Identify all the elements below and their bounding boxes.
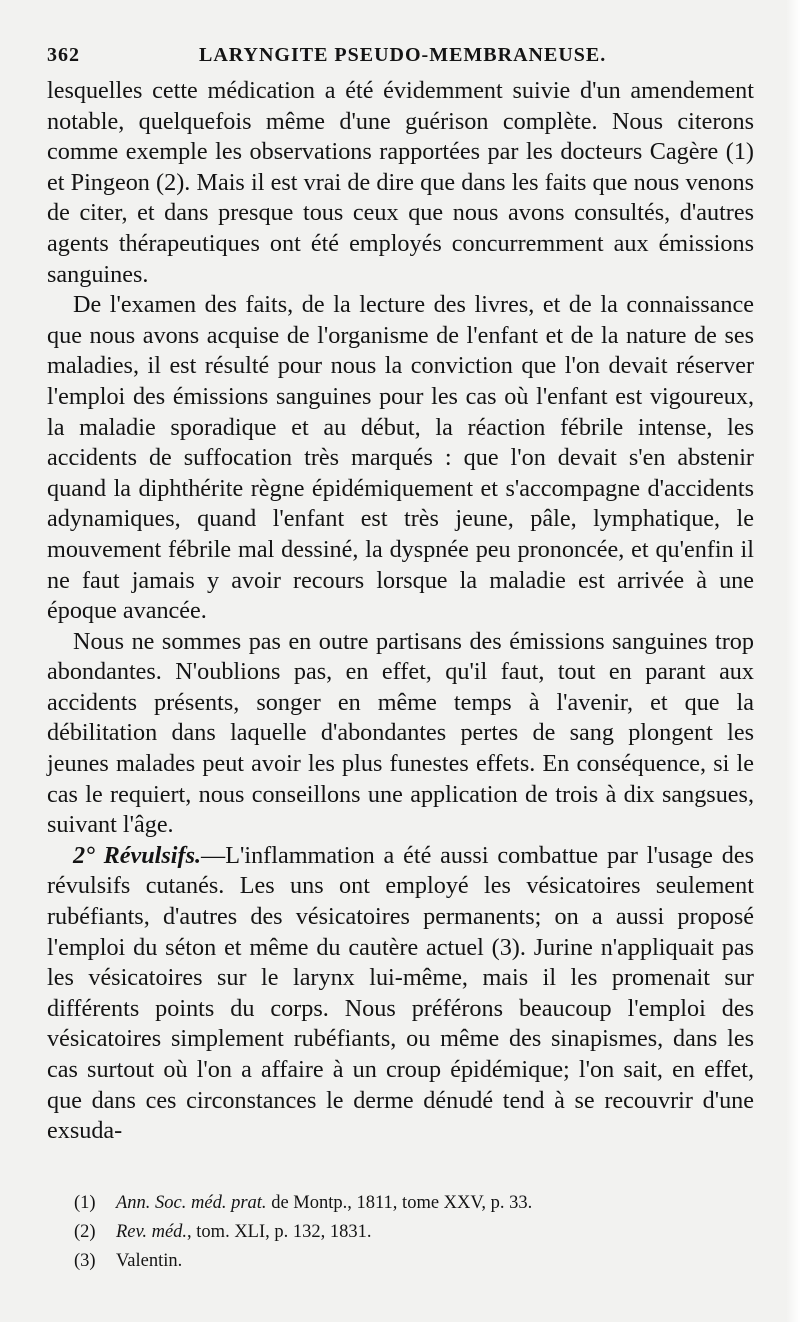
footnote-text: de Montp., 1811, tome XXV, p. 33. — [266, 1192, 533, 1213]
paragraph-3: Nous ne sommes pas en outre partisans des émissions sanguines trop abondantes. N'oublions pas, en effet, qu'il faut, tout en parant aux accidents présents, songer en même temps à l'avenir, et que la débilitation dans laquelle d'abondantes pertes de sang plongent les jeunes malades peut avoir les plus funestes effets. En conséquence, si le cas le requiert, nous conseillons une application de trois à dix sangsues, suivant l'âge. — [47, 627, 754, 839]
footnote-mark: (3) — [74, 1250, 96, 1271]
paragraph-2: De l'examen des faits, de la lecture des livres, et de la connaissance que nous avons acquise de l'organisme de l'enfant et de la nature de ses maladies, il est résulté pour nous la conviction que l'on devait réserver l'emploi des émissions sanguines pour les cas où l'enfant est vigoureux, la maladie sporadique et au début, la réaction fébrile intense, les accidents de suffocation très marqués : que l'on devait s'en abstenir quand la diphthérite règne épidémiquement et s'accompagne d'accidents adynamiques, quand l'enfant est très jeune, pâle, lymphatique, le mouvement fébrile mal dessiné, la dyspnée peu prononcée, et qu'enfin il ne faut jamais y avoir recours lorsque la maladie est arrivée à une époque avancée. — [47, 291, 754, 625]
footnote-mark: (2) — [74, 1221, 96, 1242]
paragraph-1: lesquelles cette médication a été évidemment suivie d'un amendement notable, quelquefois même d'une guérison complète. Nous citerons comme exemple les observations rapportées par les docteurs Cagère (1) et Pingeon (2). Mais il est vrai de dire que dans les faits que nous venons de citer, et dans presque tous ceux que nous avons consultés, d'autres agents thérapeutiques ont été employés concurremment aux émissions sanguines. — [47, 77, 754, 288]
footnote-source: Ann. Soc. méd. prat. — [116, 1192, 267, 1213]
paragraph-4 — [47, 841, 754, 1147]
footnote-2 — [74, 1218, 754, 1247]
footnote-text: Valentin. — [116, 1250, 183, 1271]
section-lead-revulsifs: 2° Révulsifs. — [73, 841, 202, 869]
footnote-1 — [74, 1189, 754, 1218]
footnote-3 — [74, 1247, 754, 1276]
footnote-source: Rev. méd. — [116, 1221, 188, 1242]
running-title: LARYNGITE PSEUDO-MEMBRANEUSE. — [199, 44, 607, 66]
footnote-text: , tom. XLI, p. 132, 1831. — [187, 1221, 372, 1242]
footnote-mark: (1) — [74, 1192, 96, 1213]
footnotes — [47, 1189, 754, 1276]
running-head — [47, 44, 754, 76]
body-text — [47, 76, 754, 1147]
page-number: 362 — [47, 44, 80, 66]
paragraph-4-text: —L'inflammation a été aussi combattue par l'usage des révulsifs cutanés. Les uns ont employé les vésicatoires seulement rubéfiants, d'autres des vésicatoires permanents; on a aussi proposé l'emploi du séton et même du cautère actuel (3). Jurine n'appliquait pas les vésicatoires sur le larynx lui-même, mais il les promenait sur différents points du corps. Nous préférons beaucoup l'emploi des vésicatoires simplement rubéfiants, ou même des sinapismes, dans les cas surtout où l'on a affaire à un croup épidémique; l'on sait, en effet, que dans ces circonstances le derme dénudé tend à se recouvrir d'une exsuda- — [47, 841, 754, 1145]
